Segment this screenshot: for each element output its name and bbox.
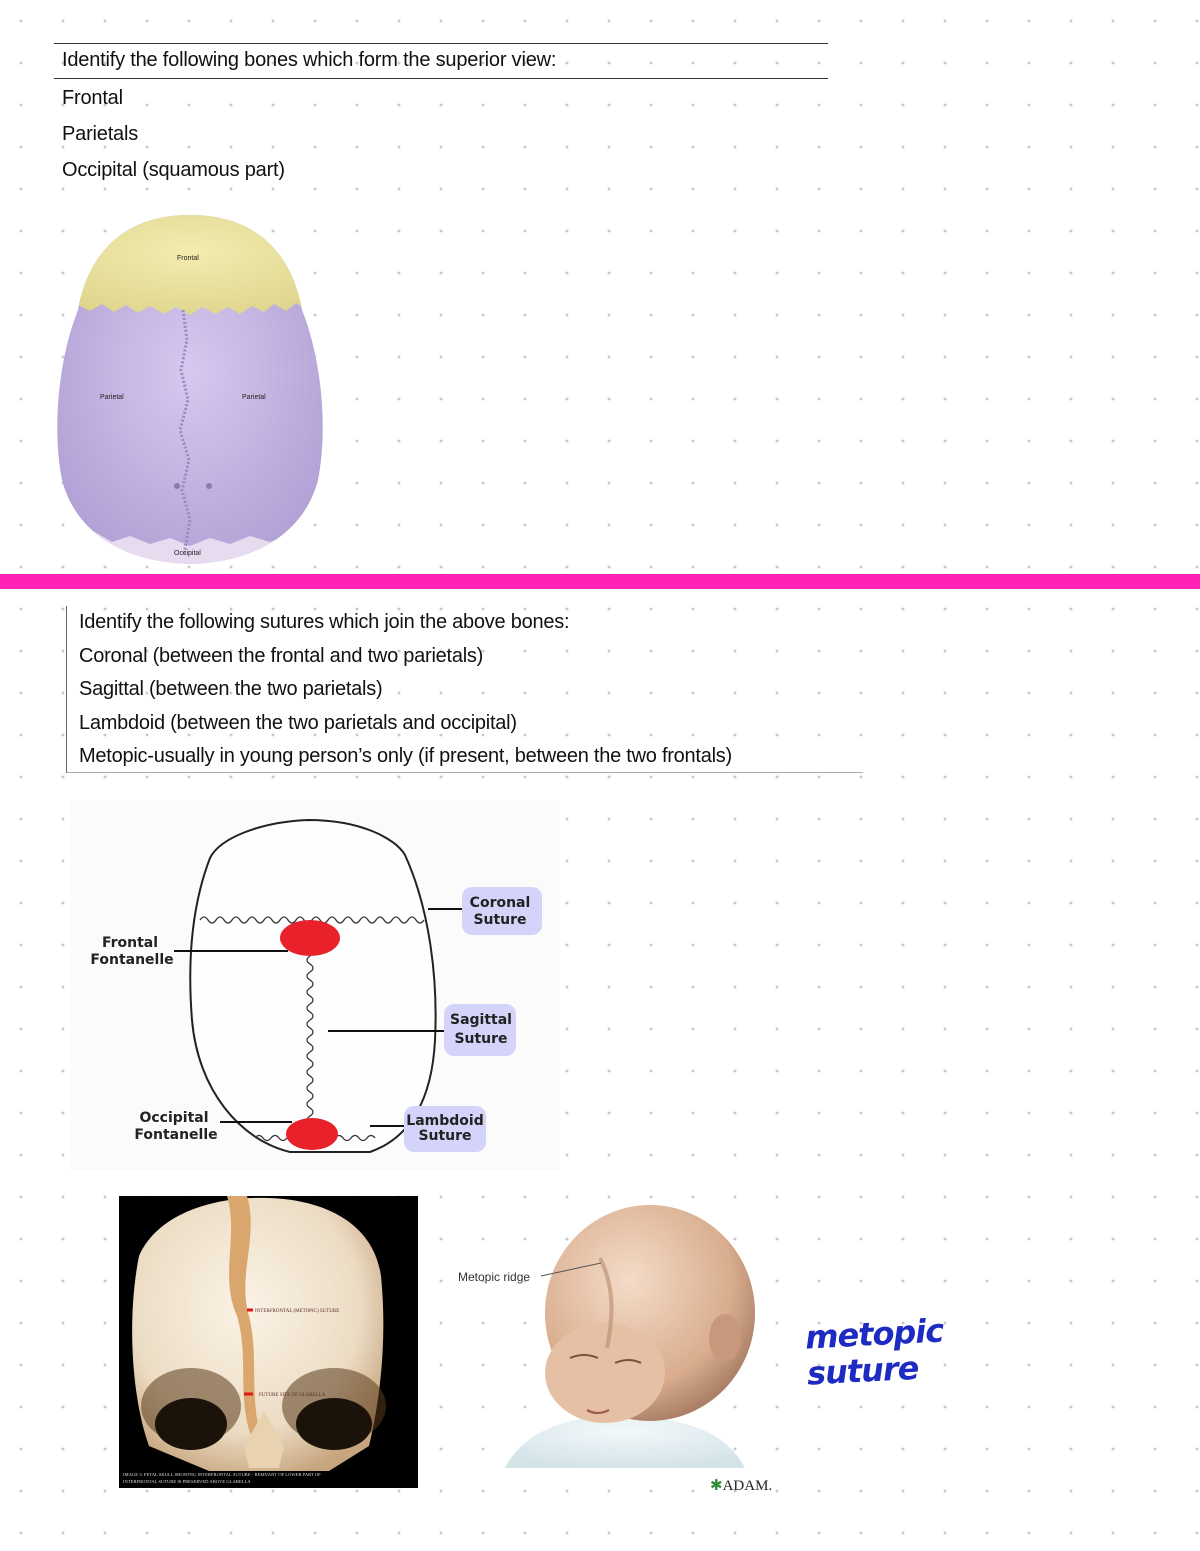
photo-caption-line1: IMAGE 3: FETAL SKULL SHOWING INTERFRONTAL SUTURE - REMNANT OF LOWER PART OF	[123, 1472, 321, 1477]
bone-item-parietals: Parietals	[62, 123, 139, 145]
occipital-fontanelle-label-line1: Occipital	[139, 1110, 209, 1126]
fetal-skull-photo	[119, 1196, 418, 1488]
infant-ear	[709, 1314, 741, 1362]
bones-text-block	[54, 43, 828, 186]
suture-item-coronal: Coronal (between the frontal and two parietals)	[79, 644, 484, 667]
sutures-text-block	[66, 606, 863, 773]
infant-illustration	[495, 1198, 775, 1478]
lambdoid-label-line1: Lambdoid	[406, 1113, 484, 1129]
suture-item-metopic: Metopic-usually in young person’s only (if present, between the two frontals)	[79, 745, 732, 767]
sutures-heading: Identify the following sutures which join the above bones:	[79, 611, 570, 633]
bones-heading: Identify the following bones which form the superior view:	[54, 43, 828, 79]
annotation-metopic: INTERFRONTAL (METOPIC) SUTURE	[255, 1309, 340, 1314]
parietal-foramen	[206, 483, 212, 489]
frontal-region	[50, 210, 330, 315]
adam-logo-text: ADAM.	[722, 1478, 773, 1494]
sagittal-label-line2: Suture	[454, 1031, 508, 1047]
occipital-fontanelle-label-line2: Fontanelle	[134, 1127, 218, 1143]
suture-item-lambdoid: Lambdoid (between the two parietals and occipital)	[79, 711, 517, 734]
bone-item-frontal: Frontal	[62, 87, 123, 109]
infant-shirt	[505, 1416, 745, 1468]
annotation-glabella: FUTURE SITE OF GLABELLA	[259, 1393, 326, 1398]
suture-diagram	[70, 800, 560, 1170]
frontal-fontanelle-label-line1: Frontal	[101, 935, 159, 951]
skull-superior-view-image	[50, 210, 330, 570]
label-parietal-left: Parietal	[100, 394, 124, 401]
handwritten-line1: metopic	[804, 1311, 945, 1357]
label-occipital: Occipital	[174, 550, 201, 557]
frontal-fontanelle-label-line2: Fontanelle	[90, 952, 174, 968]
label-frontal: Frontal	[177, 255, 199, 262]
coronal-label-line2: Suture	[473, 912, 527, 928]
coronal-label-line1: Coronal	[469, 895, 531, 911]
handwritten-note	[804, 1312, 946, 1391]
label-parietal-right: Parietal	[242, 394, 266, 401]
metopic-ridge-label: Metopic ridge	[458, 1270, 531, 1284]
handwritten-line2: suture	[806, 1348, 920, 1393]
section-divider	[0, 574, 1200, 589]
adam-star-icon: ✱	[710, 1478, 723, 1494]
infant-face	[545, 1323, 665, 1423]
adam-logo	[710, 1476, 772, 1495]
orbit-right	[296, 1398, 372, 1450]
sagittal-label-line1: Sagittal	[450, 1012, 512, 1028]
photo-caption-line2: INTERFRONTAL SUTURE IS PRESERVED ABOVE GLABELLA	[123, 1479, 251, 1484]
parietal-foramen	[174, 483, 180, 489]
frontal-fontanelle-marker	[280, 920, 340, 956]
bone-item-occipital: Occipital (squamous part)	[62, 159, 285, 181]
suture-item-sagittal: Sagittal (between the two parietals)	[79, 678, 383, 700]
lambdoid-label-line2: Suture	[418, 1128, 472, 1144]
occipital-fontanelle-marker	[286, 1118, 338, 1150]
orbit-left	[155, 1398, 227, 1450]
